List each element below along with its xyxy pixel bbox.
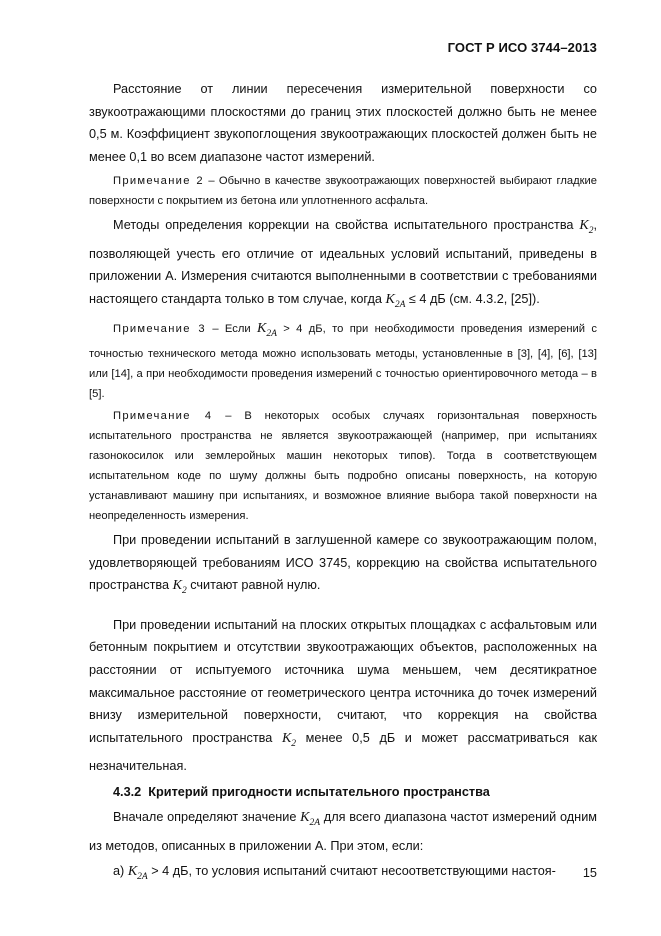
section-number: 4.3.2 <box>113 784 142 799</box>
text-segment: считают равной нулю. <box>186 578 321 593</box>
text-segment: При проведении испытаний на плоских открытых площадках с асфальтовым или бетонным покрытием и отсутствии звукоотражающих объектов, расположенных на расстоянии от испытуемого источника шума меньшем, чем десятикратное максимальное расстояние от геометрического центра источника до точек измерений внизу измерительной поверхности, считают, что коррекция на свойства испытательного пространства <box>89 617 597 745</box>
page-content <box>89 78 597 889</box>
paragraph-anechoic-room <box>89 529 597 603</box>
text-segment: менее 0,5 дБ и может рассматриваться как незначительная. <box>89 730 597 774</box>
paragraph-open-sites <box>89 614 597 778</box>
list-marker: а) <box>113 864 128 879</box>
text-segment: > 4 дБ, то при необходимости проведения измерений с точностью технического метода можно использовать методы, установленные в [3], [4], [6], [13] или [14], а при необходимости проведения измерений с точностью ориентировочного метода – в [5]. <box>89 323 597 401</box>
text-segment: ≤ 4 дБ (см. 4.3.2, [25]). <box>405 291 540 306</box>
document-header: ГОСТ Р ИСО 3744–2013 <box>447 40 597 55</box>
section-title: Критерий пригодности испытательного пространства <box>148 784 490 799</box>
note-label: Примечание 4 <box>113 410 213 423</box>
paragraph-correction-methods <box>89 214 597 316</box>
page-number: 15 <box>582 866 597 880</box>
note-text: – Обычно в качестве звукоотражающих поверхностей выбирают гладкие поверхности с покрытием из бетона или уплотненного асфальта. <box>89 175 597 208</box>
k2a-symbol: $K_{2A}$ <box>127 864 148 883</box>
k2a-symbol: $K_{2A}$ <box>385 291 406 310</box>
paragraph-determine-k2a <box>89 806 597 857</box>
section-heading <box>89 781 597 804</box>
note-label: Примечание 2 <box>113 175 204 188</box>
text-segment: для всего диапазона частот измерений одним из методов, описанных в приложении А. При этом, если: <box>89 810 597 853</box>
note-3 <box>89 319 597 404</box>
k2-symbol: $K_2$ <box>579 218 594 237</box>
k2-symbol: $K_2$ <box>281 730 297 749</box>
text-segment: Методы определения коррекции на свойства испытательного пространства <box>113 218 580 233</box>
text-segment: – Если <box>205 323 257 336</box>
note-2 <box>89 171 597 211</box>
text-segment: При проведении испытаний в заглушенной камере со звукоотражающим полом, удовлетворяющей требованиям ИСО 3745, коррекцию на свойства испытательного пространства <box>89 533 597 593</box>
list-item-a <box>89 860 597 888</box>
paragraph-reflecting-planes: Расстояние от линии пересечения измерительной поверхности со звукоотражающими плоскостями до границ этих плоскостей должно быть не менее 0,5 м. Коэффициент звукопоглощения звукоотражающих плоскостей должен быть не менее 0,1 во всем диапазоне частот измерений. <box>89 82 597 164</box>
note-4 <box>89 406 597 526</box>
text-segment: , позволяющей учесть его отличие от идеальных условий испытаний, приведены в приложении А. Измерения считаются выполненными в соответствии с требованиями настоящего стандарта только в том случае, когда <box>89 218 597 306</box>
k2a-symbol: $K_{2A}$ <box>300 810 321 829</box>
text-segment: > 4 дБ, то условия испытаний считают несоответствующими настоя- <box>147 864 556 879</box>
k2a-symbol: $K_{2A}$ <box>257 321 277 340</box>
note-label: Примечание 3 <box>113 323 206 336</box>
text-segment: Вначале определяют значение <box>113 810 301 825</box>
k2-symbol: $K_2$ <box>172 578 187 597</box>
note-text: – В некоторых особых случаях горизонтальная поверхность испытательного пространства не является звукоотражающей (например, при испытаниях газонокосилок или землеройных машин некоторых типов). Тогда в соответствующем испытательном коде по шуму должны быть подробно описаны поверхность, на которую устанавливают машину при испытаниях, и возможное влияние выбора такой поверхности на неопределенность измерения. <box>89 410 597 523</box>
